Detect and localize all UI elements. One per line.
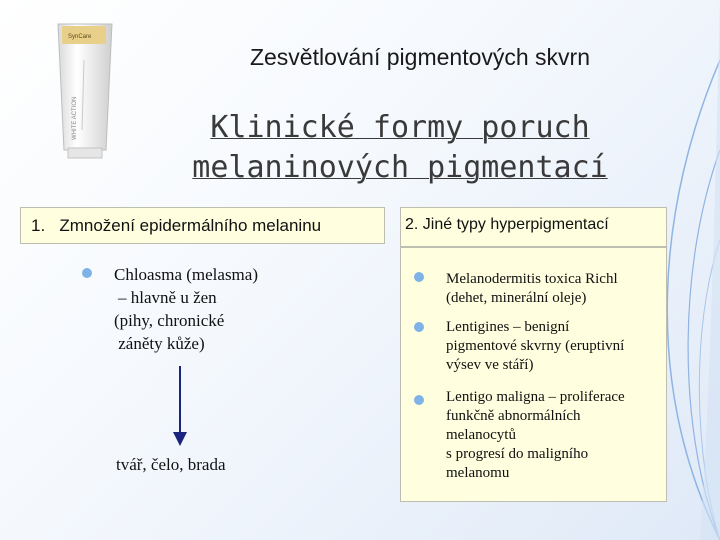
right-item-1-line-2: (dehet, minerální oleje) xyxy=(446,290,587,306)
right-item-2-line-1: Lentigines – benigní xyxy=(446,319,570,335)
title-line-2: melaninových pigmentací xyxy=(192,150,608,185)
slide-title xyxy=(100,108,700,188)
title-line-1: Klinické formy poruch xyxy=(210,110,590,145)
right-item-1 xyxy=(446,270,666,308)
right-item-1-line-1: Melanodermitis toxica Richl xyxy=(446,271,618,287)
product-brand-text: SynCare xyxy=(68,34,92,40)
product-line-text: WHITE ACTION xyxy=(72,96,78,140)
left-heading: 1. Zmnožení epidermálního melaninu xyxy=(31,216,322,235)
right-item-3-line-3: melanocytů xyxy=(446,427,516,443)
left-item-line-4: záněty kůže) xyxy=(114,334,205,353)
left-result-text: tvář, čelo, brada xyxy=(116,455,226,474)
left-item-line-1: Chloasma (melasma) xyxy=(114,265,258,284)
slide-subtitle: Zesvětlování pigmentových skvrn xyxy=(249,44,591,70)
right-item-3-line-1: Lentigo maligna – proliferace xyxy=(446,389,625,405)
down-arrow-icon xyxy=(170,366,190,446)
right-bullet-1 xyxy=(414,272,424,282)
right-heading: 2. Jiné typy hyperpigmentací xyxy=(405,216,609,233)
left-item-line-3: (pihy, chronické xyxy=(114,311,225,330)
left-item-line-2: – hlavně u žen xyxy=(118,288,217,307)
right-heading-box xyxy=(400,207,667,247)
right-item-3-line-2: funkčně abnormálních xyxy=(446,408,581,424)
right-item-2 xyxy=(446,318,666,375)
right-item-2-line-2: pigmentové skvrny (eruptivní xyxy=(446,338,625,354)
right-item-3-line-5: melanomu xyxy=(446,465,510,481)
right-item-3-line-4: s progresí do maligního xyxy=(446,446,589,462)
right-bullet-3 xyxy=(414,395,424,405)
left-item-text xyxy=(114,263,258,355)
right-bullet-2 xyxy=(414,322,424,332)
left-bullet xyxy=(82,268,92,278)
right-item-2-line-3: výsev ve stáří) xyxy=(446,357,534,373)
left-heading-box xyxy=(20,207,385,244)
right-item-3 xyxy=(446,388,666,483)
